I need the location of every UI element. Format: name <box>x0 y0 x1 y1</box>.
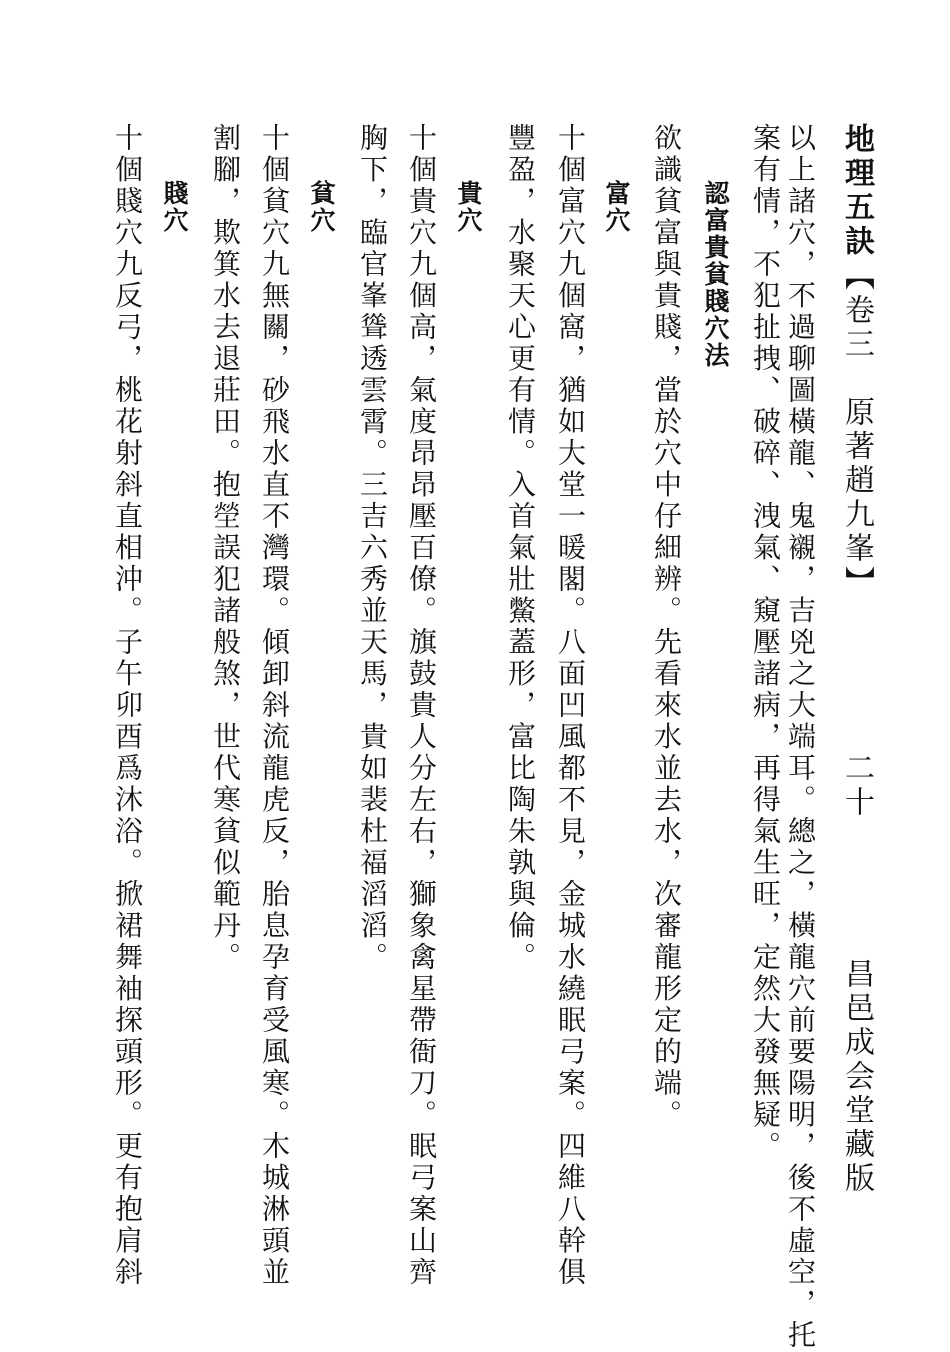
text-column: 胸下，臨官峯聳透雲霄。三吉六秀並天馬，貴如裴杜福滔滔。 <box>356 123 389 974</box>
text-column: 十個貴穴九個高，氣度昂昂壓百僚。旗鼓貴人分左右，獅象禽星帶衙刀。眠弓案山齊 <box>405 123 438 1289</box>
text-column: 案有情，不犯扯拽、破碎、洩氣、窺壓諸病，再得氣生旺，定然大發無疑。 <box>749 123 782 1163</box>
text-column: 十個賤穴九反弓，桃花射斜直相沖。子午卯酉爲沐浴。掀裙舞袖探頭形。更有抱肩斜 <box>111 123 144 1289</box>
section-heading: 貧穴 <box>307 180 336 234</box>
text-column: 十個貧穴九無關，砂飛水直不灣環。傾卸斜流龍虎反，胎息孕育受風寒。木城淋頭並 <box>258 123 291 1289</box>
volume-author: 【卷三 原著趙九峯】 <box>839 260 874 600</box>
section-heading: 認富貴貧賤穴法 <box>701 180 730 369</box>
text-column: 以上諸穴，不過聊圖橫龍、鬼襯，吉兇之大端耳。總之，橫龍穴前要陽明，後不虛空，托 <box>784 123 817 1352</box>
page-number: 二十 <box>839 752 874 820</box>
section-heading: 貴穴 <box>454 180 483 234</box>
section-heading: 賤穴 <box>160 180 189 234</box>
text-column: 豐盈，水聚天心更有情。入首氣壯鱉蓋形，富比陶朱孰與倫。 <box>504 123 537 974</box>
text-column: 欲識貧富與貴賤，當於穴中仔細辨。先看來水並去水，次審龍形定的端。 <box>650 123 683 1131</box>
text-column: 割腳，欺箕水去退莊田。抱塋誤犯諸般煞，世代寒貧似範丹。 <box>209 123 242 974</box>
book-title: 地理五訣 <box>839 123 874 259</box>
publisher: 昌邑成会堂藏版 <box>839 958 874 1196</box>
section-heading: 富穴 <box>602 180 631 234</box>
text-column: 十個富穴九個窩，猶如大堂一暖閣。八面凹風都不見，金城水繞眠弓案。四維八幹俱 <box>554 123 587 1289</box>
